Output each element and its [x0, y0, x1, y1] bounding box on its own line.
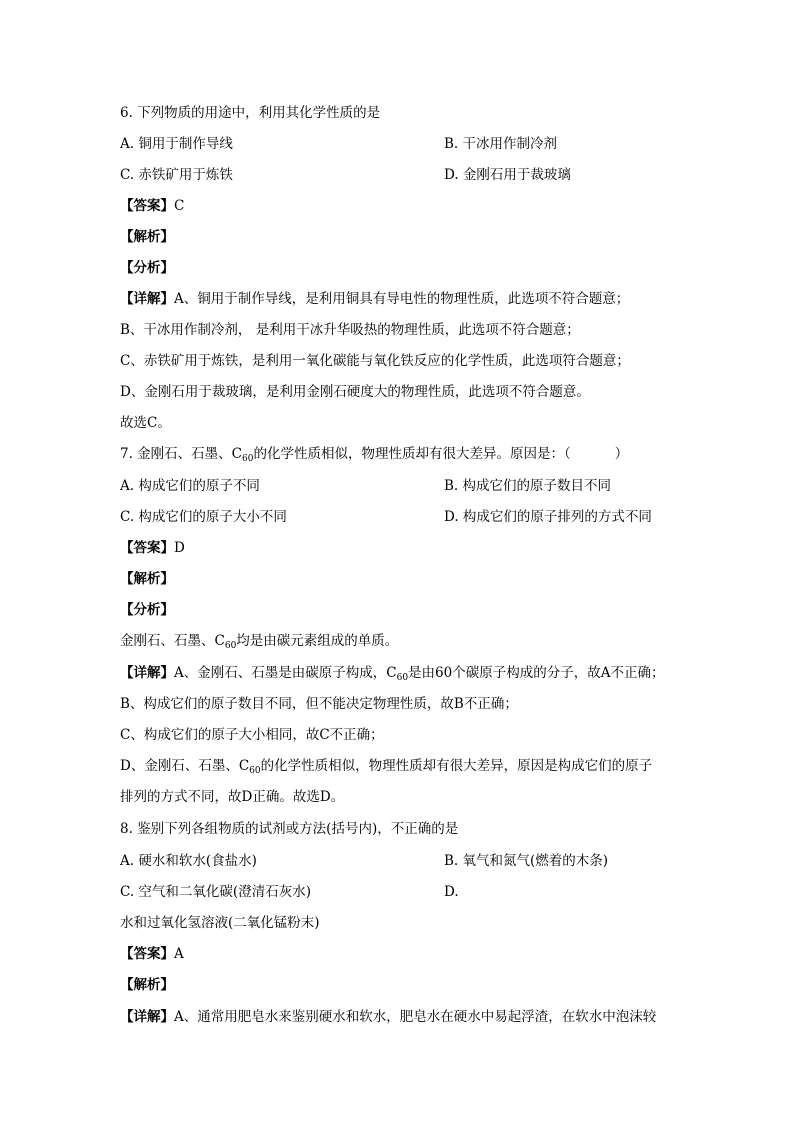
answer-value: D [174, 540, 185, 556]
answer-value: C [174, 198, 185, 214]
q7-option-a: A. 构成它们的原子不同 [120, 478, 260, 494]
xiangjie-label: 【详解】 [120, 665, 174, 681]
q7-detail-a [120, 664, 664, 682]
q7-jiexi-label: 【解析】 [120, 571, 174, 587]
detail-pre: D、金刚石、石墨、C [120, 758, 250, 774]
detail-text: A、通常用肥皂水来鉴别硬水和软水，肥皂水在硬水中易起浮渣，在软水中泡沫较 [174, 1009, 657, 1025]
q6-fenxi-label: 【分析】 [120, 260, 174, 276]
answer-value: A [174, 946, 184, 962]
q7-detail-c: C、构成它们的原子大小相同，故C不正确； [120, 727, 384, 743]
detail-sub: 60 [249, 766, 261, 776]
q6-option-d: D. 金刚石用于裁玻璃 [444, 167, 571, 183]
answer-label: 【答案】 [120, 946, 174, 962]
stem-pre: 7. 金刚石、石墨、C [120, 446, 243, 462]
detail-sub: 60 [396, 673, 409, 683]
detail-pre: A、金刚石、石墨是由碳原子构成，C [174, 665, 397, 681]
q8-option-a: A. 硬水和软水(食盐水) [120, 853, 257, 869]
detail-text: A、铜用于制作导线，是利用铜具有导电性的物理性质，此选项不符合题意； [174, 291, 630, 307]
q7-option-d: D. 构成它们的原子排列的方式不同 [444, 509, 652, 525]
q7-option-c: C. 构成它们的原子大小不同 [120, 509, 287, 525]
q8-jiexi-label: 【解析】 [120, 977, 174, 993]
q7-detail-b: B、构成它们的原子数目不同，但不能决定物理性质，故B不正确； [120, 696, 518, 712]
q8-option-d: D. [444, 884, 459, 900]
detail-post: 的化学性质相似，物理性质却有很大差异，原因是构成它们的原子 [260, 758, 653, 774]
q7-detail-d [120, 757, 652, 775]
q8-stem: 8. 鉴别下列各组物质的试剂或方法(括号内)，不正确的是 [120, 821, 459, 837]
q6-conclusion: 故选C。 [120, 415, 171, 431]
q6-stem: 6. 下列物质的用途中，利用其化学性质的是 [120, 105, 381, 121]
xiangjie-label: 【详解】 [120, 291, 174, 307]
fenxi-pre: 金刚石、石墨、C [120, 633, 225, 649]
q8-option-d-cont: 水和过氧化氢溶液(二氧化锰粉末) [120, 915, 320, 931]
q8-option-c: C. 空气和二氧化碳(澄清石灰水) [120, 884, 311, 900]
q7-detail-d-cont: 排列的方式不同，故D正确。故选D。 [120, 789, 345, 805]
q7-option-b: B. 构成它们的原子数目不同 [444, 478, 612, 494]
q6-detail-c: C、赤铁矿用于炼铁，是利用一氧化碳能与氧化铁反应的化学性质，此选项符合题意； [120, 353, 630, 369]
q6-detail-a [120, 290, 629, 308]
q7-fenxi-text [120, 632, 398, 650]
fenxi-post: 均是由碳元素组成的单质。 [236, 633, 399, 649]
q6-jiexi-label: 【解析】 [120, 229, 174, 245]
stem-close: ） [614, 446, 629, 462]
q6-option-a: A. 铜用于制作导线 [120, 136, 233, 152]
q8-answer [120, 945, 184, 963]
answer-label: 【答案】 [120, 540, 174, 556]
q6-option-c: C. 赤铁矿用于炼铁 [120, 167, 233, 183]
q8-option-b: B. 氧气和氮气(燃着的木条) [444, 853, 609, 869]
q6-detail-d: D、金刚石用于裁玻璃，是利用金刚石硬度大的物理性质，此选项不符合题意。 [120, 384, 590, 400]
q7-answer [120, 539, 185, 557]
q7-fenxi-label: 【分析】 [120, 602, 174, 618]
q6-detail-b: B、干冰用作制冷剂， 是利用干冰升华吸热的物理性质，此选项不符合题意； [120, 322, 580, 338]
q8-detail-a [120, 1008, 656, 1026]
fenxi-sub: 60 [224, 641, 237, 651]
q6-option-b: B. 干冰用作制冷剂 [444, 136, 558, 152]
stem-post: 的化学性质相似，物理性质却有很大差异。原因是：（ [253, 446, 571, 462]
xiangjie-label: 【详解】 [120, 1009, 174, 1025]
q6-answer [120, 197, 184, 215]
q7-stem [120, 445, 628, 463]
answer-label: 【答案】 [120, 198, 174, 214]
detail-post: 是由60个碳原子构成的分子，故A不正确； [408, 665, 665, 681]
stem-sub: 60 [242, 454, 254, 464]
